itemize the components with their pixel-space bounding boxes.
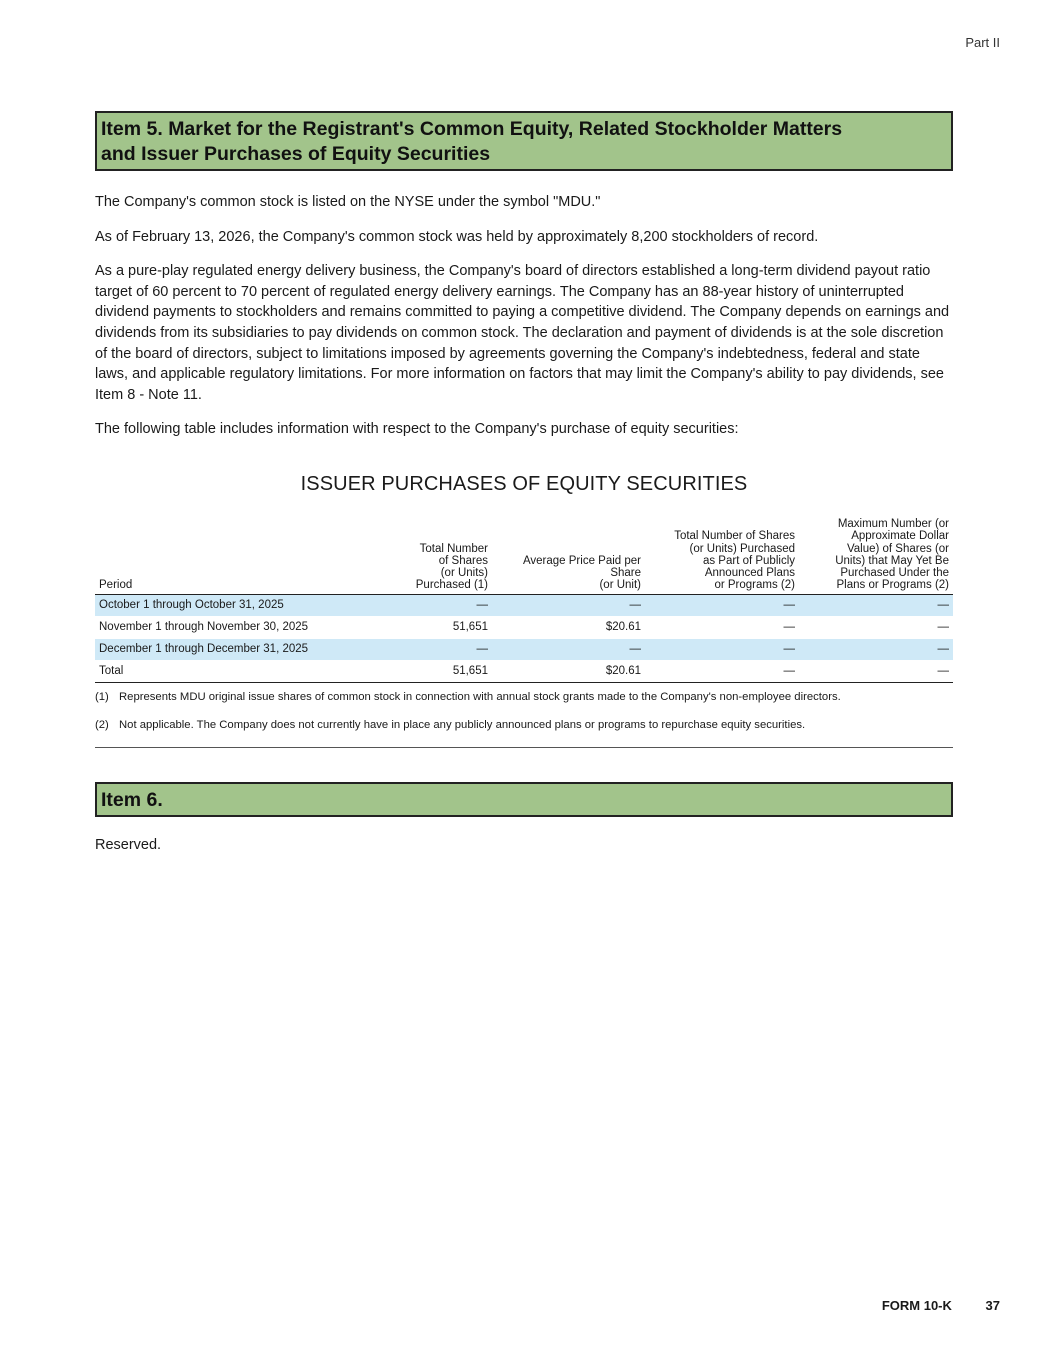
paragraph-dividends: As a pure-play regulated energy delivery business, the Company's board of directors established a long-term dividend payout ratio target of 60 percent to 70 percent of regulated energy delivery earnings. The Company has an 88-year history of uninterrupted dividend payments to stockholders and remains committed to paying a competitive dividend. The Company depends on earnings and dividends from its subsidiaries to pay dividends on common stock. The declaration and payment of dividends is at the sole discretion of the board of directors, subject to limitations imposed by agreements governing the Company's indebtedness, federal and state laws, and applicable regulatory limitations. For more information on factors that may limit the Company's ability to pay dividends, see Item 8 - Note 11.	[95, 263, 950, 403]
row-total-shares: —	[335, 594, 492, 616]
row-maximum-remaining: —	[799, 616, 953, 638]
total-label: Total	[95, 660, 335, 682]
paragraph-table-intro: The following table includes information with respect to the Company's purchase of equity securities:	[95, 421, 739, 438]
total-maximum-remaining: —	[799, 660, 953, 682]
section-divider	[95, 747, 953, 748]
item-5-heading	[95, 111, 953, 171]
footnote-marker: (1)	[95, 690, 109, 703]
row-period: December 1 through December 31, 2025	[95, 638, 335, 660]
purchases-table	[95, 518, 953, 683]
row-total-shares: 51,651	[335, 616, 492, 638]
page-number: 37	[985, 1298, 1000, 1313]
footnote-text: Represents MDU original issue shares of common stock in connection with annual stock grants made to the Company's non-employee directors.	[119, 690, 841, 703]
row-total-shares: —	[335, 638, 492, 660]
footnote-marker: (2)	[95, 718, 109, 731]
row-average-price: —	[492, 594, 645, 616]
row-shares-under-plans: —	[645, 594, 799, 616]
table-total-row	[95, 660, 953, 682]
item-6-body: Reserved.	[95, 837, 162, 854]
table-row	[95, 616, 953, 638]
item-5-title-line-2: and Issuer Purchases of Equity Securities	[101, 142, 491, 165]
header-average-price: Average Price Paid per Share (or Unit)	[492, 518, 645, 594]
header-total-shares: Total Number of Shares (or Units) Purchased (1)	[335, 518, 492, 594]
table-header-row	[95, 518, 953, 594]
total-shares: 51,651	[335, 660, 492, 682]
header-shares-under-plans: Total Number of Shares (or Units) Purchased as Part of Publicly Announced Plans or Programs (2)	[645, 518, 799, 594]
page-content	[95, 111, 953, 856]
row-maximum-remaining: —	[799, 594, 953, 616]
row-maximum-remaining: —	[799, 638, 953, 660]
row-average-price: —	[492, 638, 645, 660]
form-label: FORM 10-K	[881, 1298, 952, 1313]
row-average-price: $20.61	[492, 616, 645, 638]
page-footer	[882, 1298, 1000, 1313]
footnote-text: Not applicable. The Company does not currently have in place any publicly announced plans or programs to repurchase equity securities.	[119, 718, 806, 731]
footnote-2	[95, 718, 953, 732]
table-row	[95, 638, 953, 660]
table-row	[95, 594, 953, 616]
header-maximum-remaining: Maximum Number (or Approximate Dollar Value) of Shares (or Units) that May Yet Be Purchased Under the Plans or Programs (2)	[799, 518, 953, 594]
row-period: October 1 through October 31, 2025	[95, 594, 335, 616]
part-label: Part II	[965, 35, 1000, 50]
table-title: ISSUER PURCHASES OF EQUITY SECURITIES	[300, 472, 748, 495]
paragraph-listing: The Company's common stock is listed on the NYSE under the symbol "MDU."	[95, 194, 601, 210]
row-period: November 1 through November 30, 2025	[95, 616, 335, 638]
header-period: Period	[95, 518, 335, 594]
paragraph-stockholders: As of February 13, 2026, the Company's common stock was held by approximately 8,200 stockholders of record.	[95, 228, 819, 245]
row-shares-under-plans: —	[645, 616, 799, 638]
item-6-title: Item 6.	[101, 788, 163, 811]
item-5-title-line-1: Item 5. Market for the Registrant's Common Equity, Related Stockholder Matters	[101, 118, 843, 140]
footnote-1	[95, 690, 953, 704]
item-6-heading	[95, 782, 953, 818]
row-shares-under-plans: —	[645, 638, 799, 660]
total-shares-under-plans: —	[645, 660, 799, 682]
total-average-price: $20.61	[492, 660, 645, 682]
